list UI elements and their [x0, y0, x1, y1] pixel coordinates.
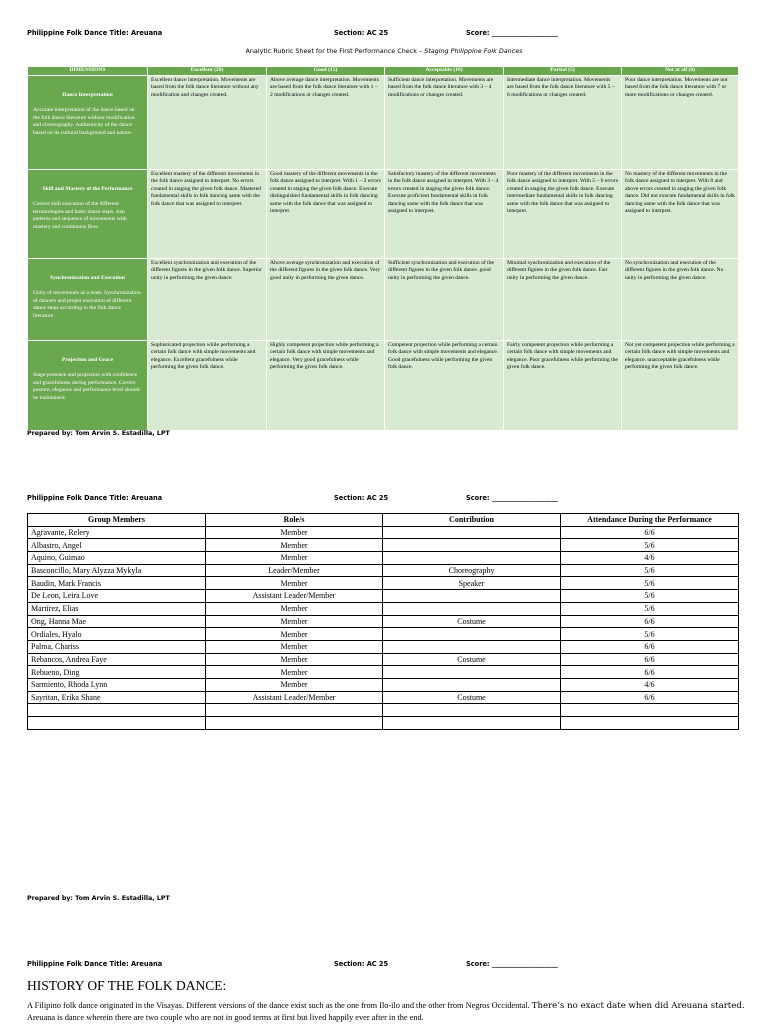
rubric-table [27, 66, 739, 431]
attendance-cell: 5/6 [561, 590, 739, 603]
rubric-cell: Intermediate dance interpretation. Movements are based from the folk dance literature with 5 – 6 modifications or changes created. [504, 76, 622, 170]
member-name-cell: Aquino, Guimao [28, 552, 206, 565]
table-row [28, 552, 739, 565]
contribution-cell [383, 640, 561, 653]
rubric-cell: Not yet competent projection while performing a certain folk dance with simple movements and elegance. unacceptable gracefulness while performing the given folk dance. [622, 341, 739, 431]
dance-title: Philippine Folk Dance Title: Areuana [27, 29, 163, 37]
member-name-cell: Baudin, Mark Francis [28, 577, 206, 590]
member-name-cell: Rebancos, Andrea Faye [28, 653, 206, 666]
rubric-cell: Above average synchronization and execution of the different figures in the given folk dance. Very good unity in performing the given dance. [267, 259, 385, 341]
rubric-cell: No mastery of the different movements in the folk dance assigned to interpret. With 8 and above errors created in staging the given folk dance. Did not execute fundamental skills in folk dancing same with the folk dance that was assigned to interpret. [622, 170, 739, 259]
dimension-name: Synchronization and Execution [50, 275, 125, 281]
rubric-cell: Sufficient synchronization and execution of the different figures in the given folk dance. good unity in performing the given dance. [385, 259, 504, 341]
rubric-cell: Sufficient dance interpretation. Movements are based from the folk dance literature with 3 – 4 modifications or changes created. [385, 76, 504, 170]
attendance-cell [561, 704, 739, 717]
history-line-2: Areuana is dance wherein there are two couple who are not in good terms at first but lived happily ever after in the end. [27, 1013, 424, 1022]
role-cell: Member [206, 666, 383, 679]
score-label: Score: ____________________ [466, 29, 558, 37]
contribution-cell [383, 539, 561, 552]
rubric-header-cell: Not at all (0) [622, 67, 739, 76]
role-cell: Member [206, 552, 383, 565]
table-row [28, 717, 739, 730]
dimension-cell [28, 76, 148, 170]
contribution-cell: Costume [383, 691, 561, 704]
attendance-cell: 5/6 [561, 539, 739, 552]
members-header-cell: Group Members [28, 514, 206, 527]
role-cell [206, 717, 383, 730]
rubric-header-row [28, 67, 739, 76]
rubric-cell: Competent projection while performing a certain folk dance with simple movements and elegance. Good gracefulness while performing the given folk dance. [385, 341, 504, 431]
dimension-name: Skill and Mastery of the Performance [42, 186, 133, 192]
contribution-cell [383, 552, 561, 565]
dimension-cell [28, 259, 148, 341]
role-cell: Assistant Leader/Member [206, 691, 383, 704]
dimension-cell [28, 170, 148, 259]
role-cell: Member [206, 615, 383, 628]
contribution-cell: Costume [383, 653, 561, 666]
role-cell: Member [206, 628, 383, 641]
attendance-cell: 6/6 [561, 691, 739, 704]
attendance-cell: 5/6 [561, 628, 739, 641]
contribution-cell [383, 602, 561, 615]
page-header-2 [0, 494, 768, 506]
role-cell: Member [206, 678, 383, 691]
members-table [27, 513, 739, 730]
table-row [28, 526, 739, 539]
attendance-cell: 5/6 [561, 564, 739, 577]
dimension-name: Projection and Grace [61, 357, 114, 363]
table-row [28, 590, 739, 603]
prepared-by: Prepared by: Tom Arvin S. Estadilla, LPT [27, 895, 170, 902]
table-row [28, 653, 739, 666]
member-name-cell: Albastro, Angel [28, 539, 206, 552]
attendance-cell: 6/6 [561, 666, 739, 679]
members-header-cell: Role/s [206, 514, 383, 527]
members-body [28, 526, 739, 729]
contribution-cell [383, 666, 561, 679]
dimension-desc: Accurate interpretation of the dance based on the folk dance literature without modification and choreography. Authenticity of the dance based on its cultural background and nature. [33, 107, 135, 136]
attendance-cell: 6/6 [561, 526, 739, 539]
role-cell: Member [206, 640, 383, 653]
rubric-cell: Minimal synchronization and execution of the different figures in the given folk dance. Fair unity in performing the given dance. [504, 259, 622, 341]
rubric-title: Analytic Rubric Sheet for the First Performance Check – Staging Philippine Folk Dances [245, 47, 523, 55]
table-row [28, 615, 739, 628]
member-name-cell: Sayritan, Erika Shane [28, 691, 206, 704]
rubric-cell: Good mastery of the different movements in the folk dance assigned to interpret. With 1 – 2 errors created in staging the given folk dance. Execute distinguished fundamental skills in folk dancing same with the folk dance that was assigned to interpret. [267, 170, 385, 259]
member-name-cell [28, 717, 206, 730]
role-cell: Member [206, 577, 383, 590]
rubric-header-cell: Acceptable (10) [385, 67, 504, 76]
table-row [28, 577, 739, 590]
attendance-cell: 6/6 [561, 640, 739, 653]
attendance-cell: 5/6 [561, 577, 739, 590]
contribution-cell: Costume [383, 615, 561, 628]
member-name-cell: Palma, Chariss [28, 640, 206, 653]
history-body [27, 1000, 747, 1023]
rubric-cell: Excellent dance interpretation. Movements are based from the folk dance literature without any modification and changes created. [148, 76, 267, 170]
page-header-3 [0, 960, 768, 972]
table-row [28, 666, 739, 679]
contribution-cell: Speaker [383, 577, 561, 590]
members-header-row [28, 514, 739, 527]
rubric-row [28, 259, 739, 341]
dance-title: Philippine Folk Dance Title: Areuana [27, 960, 163, 968]
table-row [28, 640, 739, 653]
attendance-cell [561, 717, 739, 730]
history-line-1: A Filipino folk dance originated in the Visayas. Different versions of the dance exist such as the one from Ilo-ilo and the other from Negros Occidental. [27, 1001, 532, 1010]
role-cell [206, 704, 383, 717]
rubric-cell: Above average dance interpretation. Movements are based from the folk dance literature with 1 – 2 modifications or changes created. [267, 76, 385, 170]
attendance-cell: 6/6 [561, 615, 739, 628]
role-cell: Member [206, 526, 383, 539]
role-cell: Member [206, 653, 383, 666]
rubric-cell: Fairly competent projection while performing a certain folk dance with simple movements and elegance. Poor gracefulness while performing the given folk dance. [504, 341, 622, 431]
member-name-cell: Agravante, Relery [28, 526, 206, 539]
attendance-cell: 5/6 [561, 602, 739, 615]
dimension-desc: Stage presence and projection with confidence and gracefulness during performance. Correct posture, elegance and performance level should be maintained. [33, 372, 140, 401]
member-name-cell: Ong, Hanna Mae [28, 615, 206, 628]
contribution-cell [383, 590, 561, 603]
attendance-cell: 4/6 [561, 552, 739, 565]
contribution-cell [383, 628, 561, 641]
rubric-header-cell: Partial (5) [504, 67, 622, 76]
attendance-cell: 4/6 [561, 678, 739, 691]
rubric-cell: Satisfactory mastery of the different movements in the folk dance assigned to interpret. With 3 – 4 errors created in staging the given folk dance. Execute proficient fundamental skills in folk dancing same with the folk dance that was assigned to interpret. [385, 170, 504, 259]
contribution-cell [383, 526, 561, 539]
table-row [28, 691, 739, 704]
member-name-cell: Martirez, Elias [28, 602, 206, 615]
history-line-1-tail: There’s no exact date when did Areuana started. [531, 1001, 745, 1011]
member-name-cell: Sarmiento, Rhoda Lynn [28, 678, 206, 691]
member-name-cell: Basconcillo, Mary Alyzza Mykyla [28, 564, 206, 577]
dimension-desc: Unity of movements as a team. Synchronization of dancers and proper execution of different dance steps according to the folk dance literature. [33, 290, 141, 319]
role-cell: Member [206, 539, 383, 552]
member-name-cell: Ordiales, Hyalo [28, 628, 206, 641]
rubric-row [28, 170, 739, 259]
contribution-cell [383, 704, 561, 717]
rubric-header-cell: DIMENSIONS [28, 67, 148, 76]
dimension-name: Dance Interpretation [62, 92, 113, 98]
prepared-by: Prepared by: Tom Arvin S. Estadilla, LPT [27, 430, 170, 437]
section-label: Section: AC 25 [334, 29, 389, 37]
rubric-cell: Excellent synchronization and execution of the different figures in the given folk dance. Superior unity in performing the given dance. [148, 259, 267, 341]
role-cell: Member [206, 602, 383, 615]
rubric-cell: Poor dance interpretation. Movements are not based from the folk dance literature with 7 or more modifications or changes created. [622, 76, 739, 170]
role-cell: Leader/Member [206, 564, 383, 577]
member-name-cell [28, 704, 206, 717]
rubric-cell: Poor mastery of the different movements in the folk dance assigned to interpret. With 5 – 6 errors created in staging the given folk dance. Execute intermediate fundamental skills in folk dancing same with the folk dance that was assigned to interpret. [504, 170, 622, 259]
dance-title: Philippine Folk Dance Title: Areuana [27, 494, 163, 502]
page-header-1 [0, 29, 768, 41]
table-row [28, 704, 739, 717]
contribution-cell: Choreography [383, 564, 561, 577]
dimension-cell [28, 341, 148, 431]
rubric-cell: Sophisticated projection while performing a certain folk dance with simple movements and elegance. Excellent gracefulness while performing the given folk dance. [148, 341, 267, 431]
member-name-cell: Rebueno, Ding [28, 666, 206, 679]
table-row [28, 602, 739, 615]
history-title: HISTORY OF THE FOLK DANCE: [27, 978, 227, 993]
contribution-cell [383, 678, 561, 691]
rubric-cell: Excellent mastery of the different movements in the folk dance assigned to interpret. No errors created in staging the given folk dance. Mastered fundamental skills in folk dancing same with the folk dance that was assigned to interpret. [148, 170, 267, 259]
attendance-cell: 6/6 [561, 653, 739, 666]
members-header-cell: Attendance During the Performance [561, 514, 739, 527]
section-label: Section: AC 25 [334, 960, 389, 968]
member-name-cell: De Leon, Leira Love [28, 590, 206, 603]
rubric-row [28, 76, 739, 170]
role-cell: Assistant Leader/Member [206, 590, 383, 603]
members-header-cell: Contribution [383, 514, 561, 527]
rubric-row [28, 341, 739, 431]
section-label: Section: AC 25 [334, 494, 389, 502]
rubric-header-cell: Excellent (20) [148, 67, 267, 76]
table-row [28, 628, 739, 641]
dimension-desc: Correct skill execution of the different terminologies and basic dance steps, step patterns and sequence of movements with mastery and continuous flow. [33, 201, 127, 230]
rubric-header-cell: Good (15) [267, 67, 385, 76]
table-row [28, 539, 739, 552]
score-label: Score: ____________________ [466, 960, 558, 968]
contribution-cell [383, 717, 561, 730]
rubric-cell: No synchronization and execution of the different figures in the given folk dance. No unity in performing the given dance. [622, 259, 739, 341]
rubric-cell: Highly competent projection while performing a certain folk dance with simple movements and elegance. Very good gracefulness while performing the given folk dance. [267, 341, 385, 431]
score-label: Score: ____________________ [466, 494, 558, 502]
table-row [28, 564, 739, 577]
table-row [28, 678, 739, 691]
